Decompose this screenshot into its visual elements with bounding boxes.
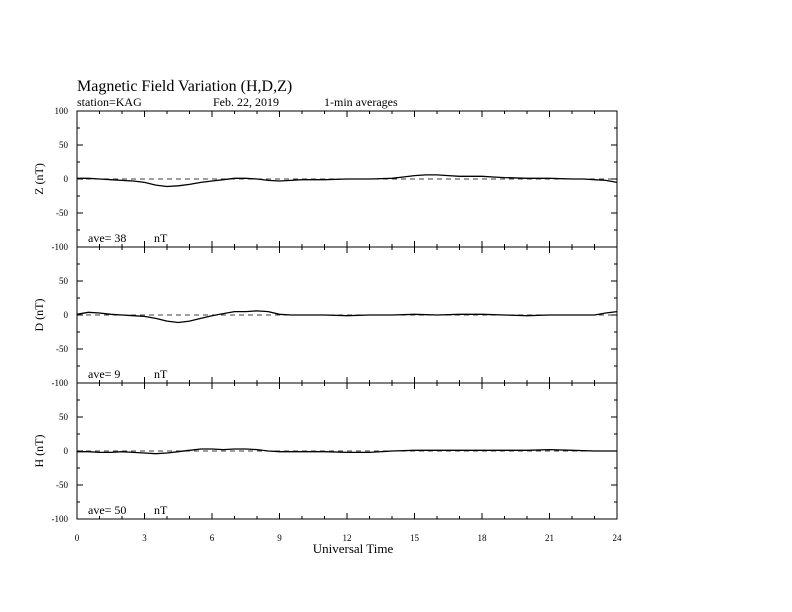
y-tick-label-h: 50	[59, 412, 68, 422]
y-axis-label-h: H (nT)	[32, 434, 46, 468]
y-axis-label-d: D (nT)	[32, 298, 46, 332]
y-tick-label-d: -100	[51, 378, 68, 388]
x-tick-label: 6	[209, 533, 215, 543]
y-tick-label-h: -100	[51, 514, 68, 524]
ave-label-d: ave= 9	[88, 367, 121, 381]
x-tick-label: 9	[277, 533, 282, 543]
y-tick-label-h: 0	[63, 446, 68, 456]
y-tick-label-d: 0	[63, 310, 68, 320]
ave-unit-d: nT	[154, 367, 168, 381]
x-tick-label: 12	[342, 533, 352, 543]
x-tick-label: 15	[410, 533, 419, 543]
series-line-d	[77, 311, 617, 323]
y-tick-label-z: 100	[54, 106, 68, 116]
series-line-z	[77, 175, 617, 187]
y-tick-label-d: 50	[59, 276, 68, 286]
x-tick-label: 3	[142, 533, 147, 543]
x-tick-label: 18	[477, 533, 487, 543]
y-tick-label-z: -100	[51, 242, 68, 252]
station-label: station=KAG	[77, 95, 142, 109]
x-axis-label: Universal Time	[312, 541, 394, 556]
panels-group	[32, 106, 622, 543]
ave-unit-h: nT	[154, 503, 168, 517]
ave-label-h: ave= 50	[88, 503, 127, 517]
y-tick-label-z: -50	[56, 208, 68, 218]
y-tick-label-z: 0	[63, 174, 68, 184]
chart-title: Magnetic Field Variation (H,D,Z)	[77, 78, 293, 95]
averaging-label: 1-min averages	[324, 95, 398, 109]
x-tick-label: 0	[74, 533, 80, 543]
date-label: Feb. 22, 2019	[213, 95, 279, 109]
x-tick-label: 21	[545, 533, 554, 543]
x-tick-label: 24	[612, 533, 622, 543]
ave-label-z: ave= 38	[88, 231, 127, 245]
y-tick-label-h: -50	[56, 480, 68, 490]
y-tick-label-z: 50	[59, 140, 68, 150]
ave-unit-z: nT	[154, 231, 168, 245]
y-tick-label-d: -50	[56, 344, 68, 354]
y-axis-label-z: Z (nT)	[32, 163, 46, 195]
